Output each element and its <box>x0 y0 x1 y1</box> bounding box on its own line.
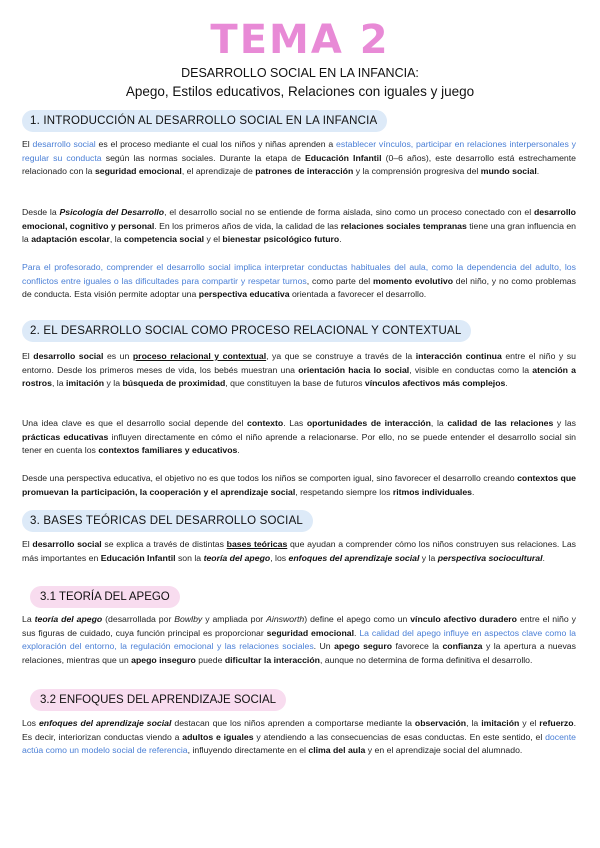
section-3-heading: 3. BASES TEÓRICAS DEL DESARROLLO SOCIAL <box>22 510 313 532</box>
section-1-paragraph-1: El desarrollo social es el proceso mediante el cual los niños y niñas aprenden a establecer vínculos, participar en relaciones interpersonales y regular su conducta según las normas sociales. Durante la etapa de Educación Infantil (0–6 años), este desarrollo está estrechamente relacionado con la seguridad emocional, el aprendizaje de patrones de interacción y la comprensión progresiva del mundo social. <box>22 139 576 177</box>
section-1-heading: 1. INTRODUCCIÓN AL DESARROLLO SOCIAL EN LA INFANCIA <box>22 110 387 132</box>
section-3-1-paragraph-1: La teoría del apego (desarrollada por Bowlby y ampliada por Ainsworth) define el apego como un vínculo afectivo duradero entre el niño y sus figuras de cuidado, cuya función principal es proporcionar seguridad emocional. La calidad del apego influye en aspectos clave como la exploración del entorno, la regulación emocional y las relaciones sociales. Un apego seguro favorece la confianza y la apertura a nuevas relaciones, mientras que un apego inseguro puede dificultar la interacción, aunque no determina de forma definitiva el desarrollo. <box>22 614 576 665</box>
section-3-1-heading: 3.1 TEORÍA DEL APEGO <box>30 586 180 608</box>
section-2-paragraph-3: Desde una perspectiva educativa, el objetivo no es que todos los niños se comporten igual, sino favorecer el desarrollo creando contextos que promuevan la participación, la cooperación y el aprendizaje social, respetando siempre los ritmos individuales. <box>22 473 576 497</box>
section-2-paragraph-2: Una idea clave es que el desarrollo social depende del contexto. Las oportunidades de interacción, la calidad de las relaciones y las prácticas educativas influyen directamente en cómo el niño aprende a relacionarse. Por ello, no se puede entender el desarrollo social sin tener en cuenta los contextos familiares y educativos. <box>22 418 576 456</box>
subtitle-topic: DESARROLLO SOCIAL EN LA INFANCIA: <box>181 66 419 80</box>
section-1-paragraph-2: Desde la Psicología del Desarrollo, el desarrollo social no se entiende de forma aislada, sino como un proceso conectado con el desarrollo emocional, cognitivo y personal. En los primeros años de vida, la calidad de las relaciones sociales tempranas tiene una gran influencia en la adaptación escolar, la competencia social y el bienestar psicológico futuro. <box>22 207 576 245</box>
section-1-paragraph-3: Para el profesorado, comprender el desarrollo social implica interpretar conductas habituales del aula, como la dependencia del adulto, los conflictos entre iguales o las dificultades para compartir y respetar turnos, como parte del momento evolutivo del niño, y no como problemas de conducta. Esta visión permite adoptar una perspectiva educativa orientada a favorecer el desarrollo. <box>22 262 576 300</box>
section-3-paragraph-1: El desarrollo social se explica a través de distintas bases teóricas que ayudan a comprender cómo los niños construyen sus relaciones. Las más importantes en Educación Infantil son la teoría del apego, los enfoques del aprendizaje social y la perspectiva sociocultural. <box>22 539 576 563</box>
page-title: TEMA 2 <box>210 17 390 63</box>
section-2-paragraph-1: El desarrollo social es un proceso relacional y contextual, ya que se construye a través de la interacción continua entre el niño y su entorno. Desde los primeros meses de vida, los bebés muestran una orientación hacia lo social, visible en conductas como la atención a rostros, la imitación y la búsqueda de proximidad, que constituyen la base de futuros vínculos afectivos más complejos. <box>22 351 577 389</box>
section-3-2-heading: 3.2 ENFOQUES DEL APRENDIZAJE SOCIAL <box>30 689 286 711</box>
subtitle-detail: Apego, Estilos educativos, Relaciones con iguales y juego <box>125 84 475 99</box>
section-3-2-paragraph-1: Los enfoques del aprendizaje social destacan que los niños aprenden a comportarse mediante la observación, la imitación y el refuerzo. Es decir, interiorizan conductas viendo a adultos e iguales y atendiendo a las consecuencias de esas conductas. En este sentido, el docente actúa como un modelo social de referencia, influyendo directamente en el clima del aula y en el aprendizaje social del alumnado. <box>22 718 577 756</box>
section-2-heading: 2. EL DESARROLLO SOCIAL COMO PROCESO RELACIONAL Y CONTEXTUAL <box>22 320 471 342</box>
